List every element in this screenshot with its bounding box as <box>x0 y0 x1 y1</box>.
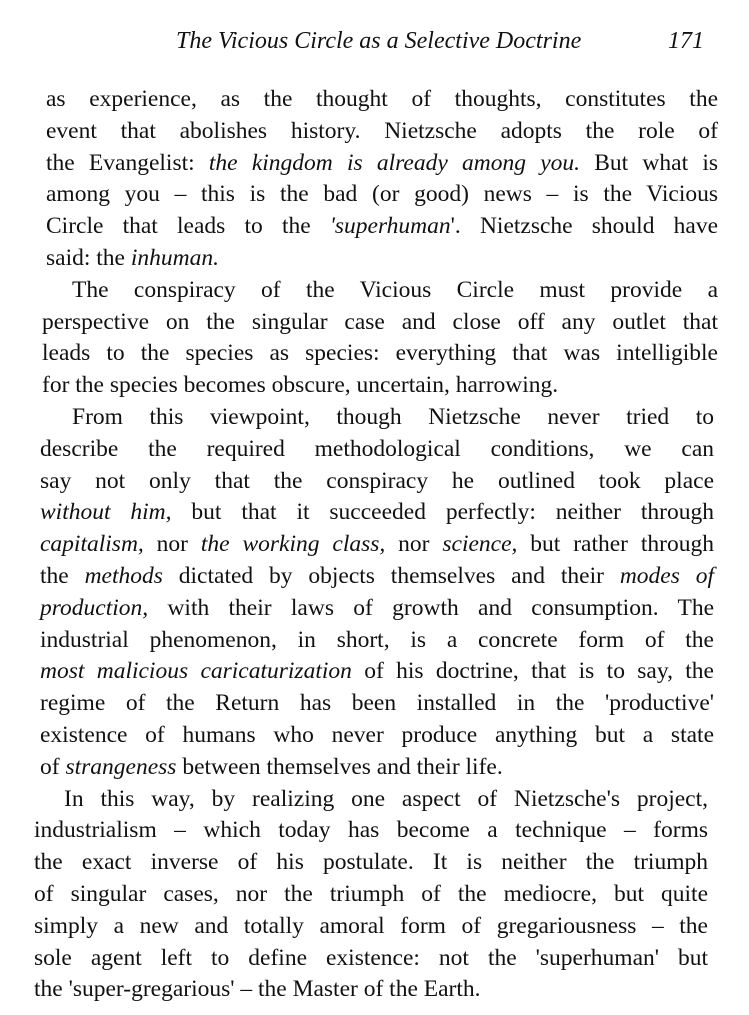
text-line <box>46 116 718 148</box>
text-run: nor <box>385 531 443 558</box>
text-run: but rather through <box>517 531 714 558</box>
text-run: of singular cases, nor the triumph of the mediocre, but quite <box>34 880 708 907</box>
text-run: event that abolishes history. Nietzsche adopts the role of <box>46 117 718 144</box>
text-run: among you – this is the bad (or good) news – is the Vicious <box>46 181 718 208</box>
text-run: the exact inverse of his postulate. It is neither the triumph <box>34 849 708 876</box>
text-line <box>72 275 718 307</box>
italic-text: without him, <box>40 499 172 526</box>
text-line <box>40 529 714 561</box>
text-line <box>34 847 708 879</box>
text-run: the Evangelist: <box>46 149 209 176</box>
text-run: industrialism – which today has become a technique – forms <box>34 817 708 844</box>
text-run: nor <box>143 531 201 558</box>
italic-text: inhuman. <box>130 244 219 271</box>
text-line <box>40 656 714 688</box>
running-title: The Vicious Circle as a Selective Doctrine <box>176 28 582 54</box>
text-line <box>34 974 708 1006</box>
italic-text: science, <box>442 531 518 558</box>
text-run: of <box>40 753 66 780</box>
page-number: 171 <box>668 28 704 54</box>
text-run: Circle that leads to the <box>46 213 330 240</box>
italic-text: methods <box>84 562 163 589</box>
italic-text: production, <box>40 594 149 621</box>
text-line <box>42 307 718 339</box>
text-line <box>46 179 718 211</box>
text-line <box>46 211 718 243</box>
text-run: '. Nietzsche should have <box>450 213 718 240</box>
text-run: for the species becomes obscure, uncertain, harrowing. <box>42 372 559 399</box>
text-run: sole agent left to define existence: not the 'superhuman' but <box>34 944 708 971</box>
text-line <box>34 879 708 911</box>
text-run: regime of the Return has been installed in the 'productive' <box>40 690 714 717</box>
italic-text: modes of <box>619 562 715 589</box>
text-line <box>42 370 718 402</box>
italic-text: strangeness <box>65 753 177 780</box>
paragraph <box>0 784 749 1007</box>
paragraph <box>0 402 749 784</box>
text-run: say not only that the conspiracy he outlined took place <box>40 467 714 494</box>
italic-text: the kingdom is already among you. <box>208 149 581 176</box>
text-line <box>64 784 708 816</box>
text-run: the <box>40 562 85 589</box>
text-line <box>40 466 714 498</box>
italic-text: the working class, <box>200 531 386 558</box>
text-run: From this viewpoint, though Nietzsche never tried to <box>72 403 714 430</box>
text-line <box>46 84 718 116</box>
text-line <box>40 593 714 625</box>
text-line <box>40 688 714 720</box>
italic-text: most malicious caricaturization <box>40 658 352 685</box>
text-run: dictated by objects themselves and their <box>162 562 620 589</box>
text-run: with their laws of growth and consumption. The <box>148 594 714 621</box>
paragraph <box>0 84 749 275</box>
text-line <box>40 720 714 752</box>
text-run: of his doctrine, that is to say, the <box>351 658 714 685</box>
italic-text: capitalism, <box>40 531 144 558</box>
text-line <box>40 434 714 466</box>
text-line <box>42 338 718 370</box>
body-text <box>0 84 749 1006</box>
text-line <box>40 625 714 657</box>
text-run: describe the required methodological conditions, we can <box>40 435 714 462</box>
text-run: the 'super-gregarious' – the Master of the Earth. <box>34 976 481 1003</box>
text-run: In this way, by realizing one aspect of Nietzsche's project, <box>64 785 708 812</box>
text-line <box>34 911 708 943</box>
paragraph <box>0 275 749 402</box>
text-run: between themselves and their life. <box>176 753 503 780</box>
italic-text: 'superhuman <box>329 213 451 240</box>
text-run: leads to the species as species: everything that was intelligible <box>42 340 718 367</box>
text-run: perspective on the singular case and close off any outlet that <box>42 308 718 335</box>
text-run: industrial phenomenon, in short, is a concrete form of the <box>40 626 714 653</box>
text-line <box>40 561 714 593</box>
text-run: said: the <box>46 244 131 271</box>
text-run: but that it succeeded perfectly: neither through <box>171 499 714 526</box>
text-run: as experience, as the thought of thoughts, constitutes the <box>46 86 718 112</box>
text-line <box>46 148 718 180</box>
text-line <box>34 815 708 847</box>
text-line <box>40 497 714 529</box>
text-run: simply a new and totally amoral form of gregariousness – the <box>34 912 708 939</box>
text-line <box>72 402 714 434</box>
text-run: The conspiracy of the Vicious Circle must provide a <box>72 276 718 303</box>
text-run: But what is <box>580 149 718 176</box>
text-line <box>34 943 708 975</box>
text-run: existence of humans who never produce anything but a state <box>40 721 714 748</box>
text-line <box>40 752 714 784</box>
running-header <box>0 28 749 60</box>
text-line <box>46 243 718 275</box>
